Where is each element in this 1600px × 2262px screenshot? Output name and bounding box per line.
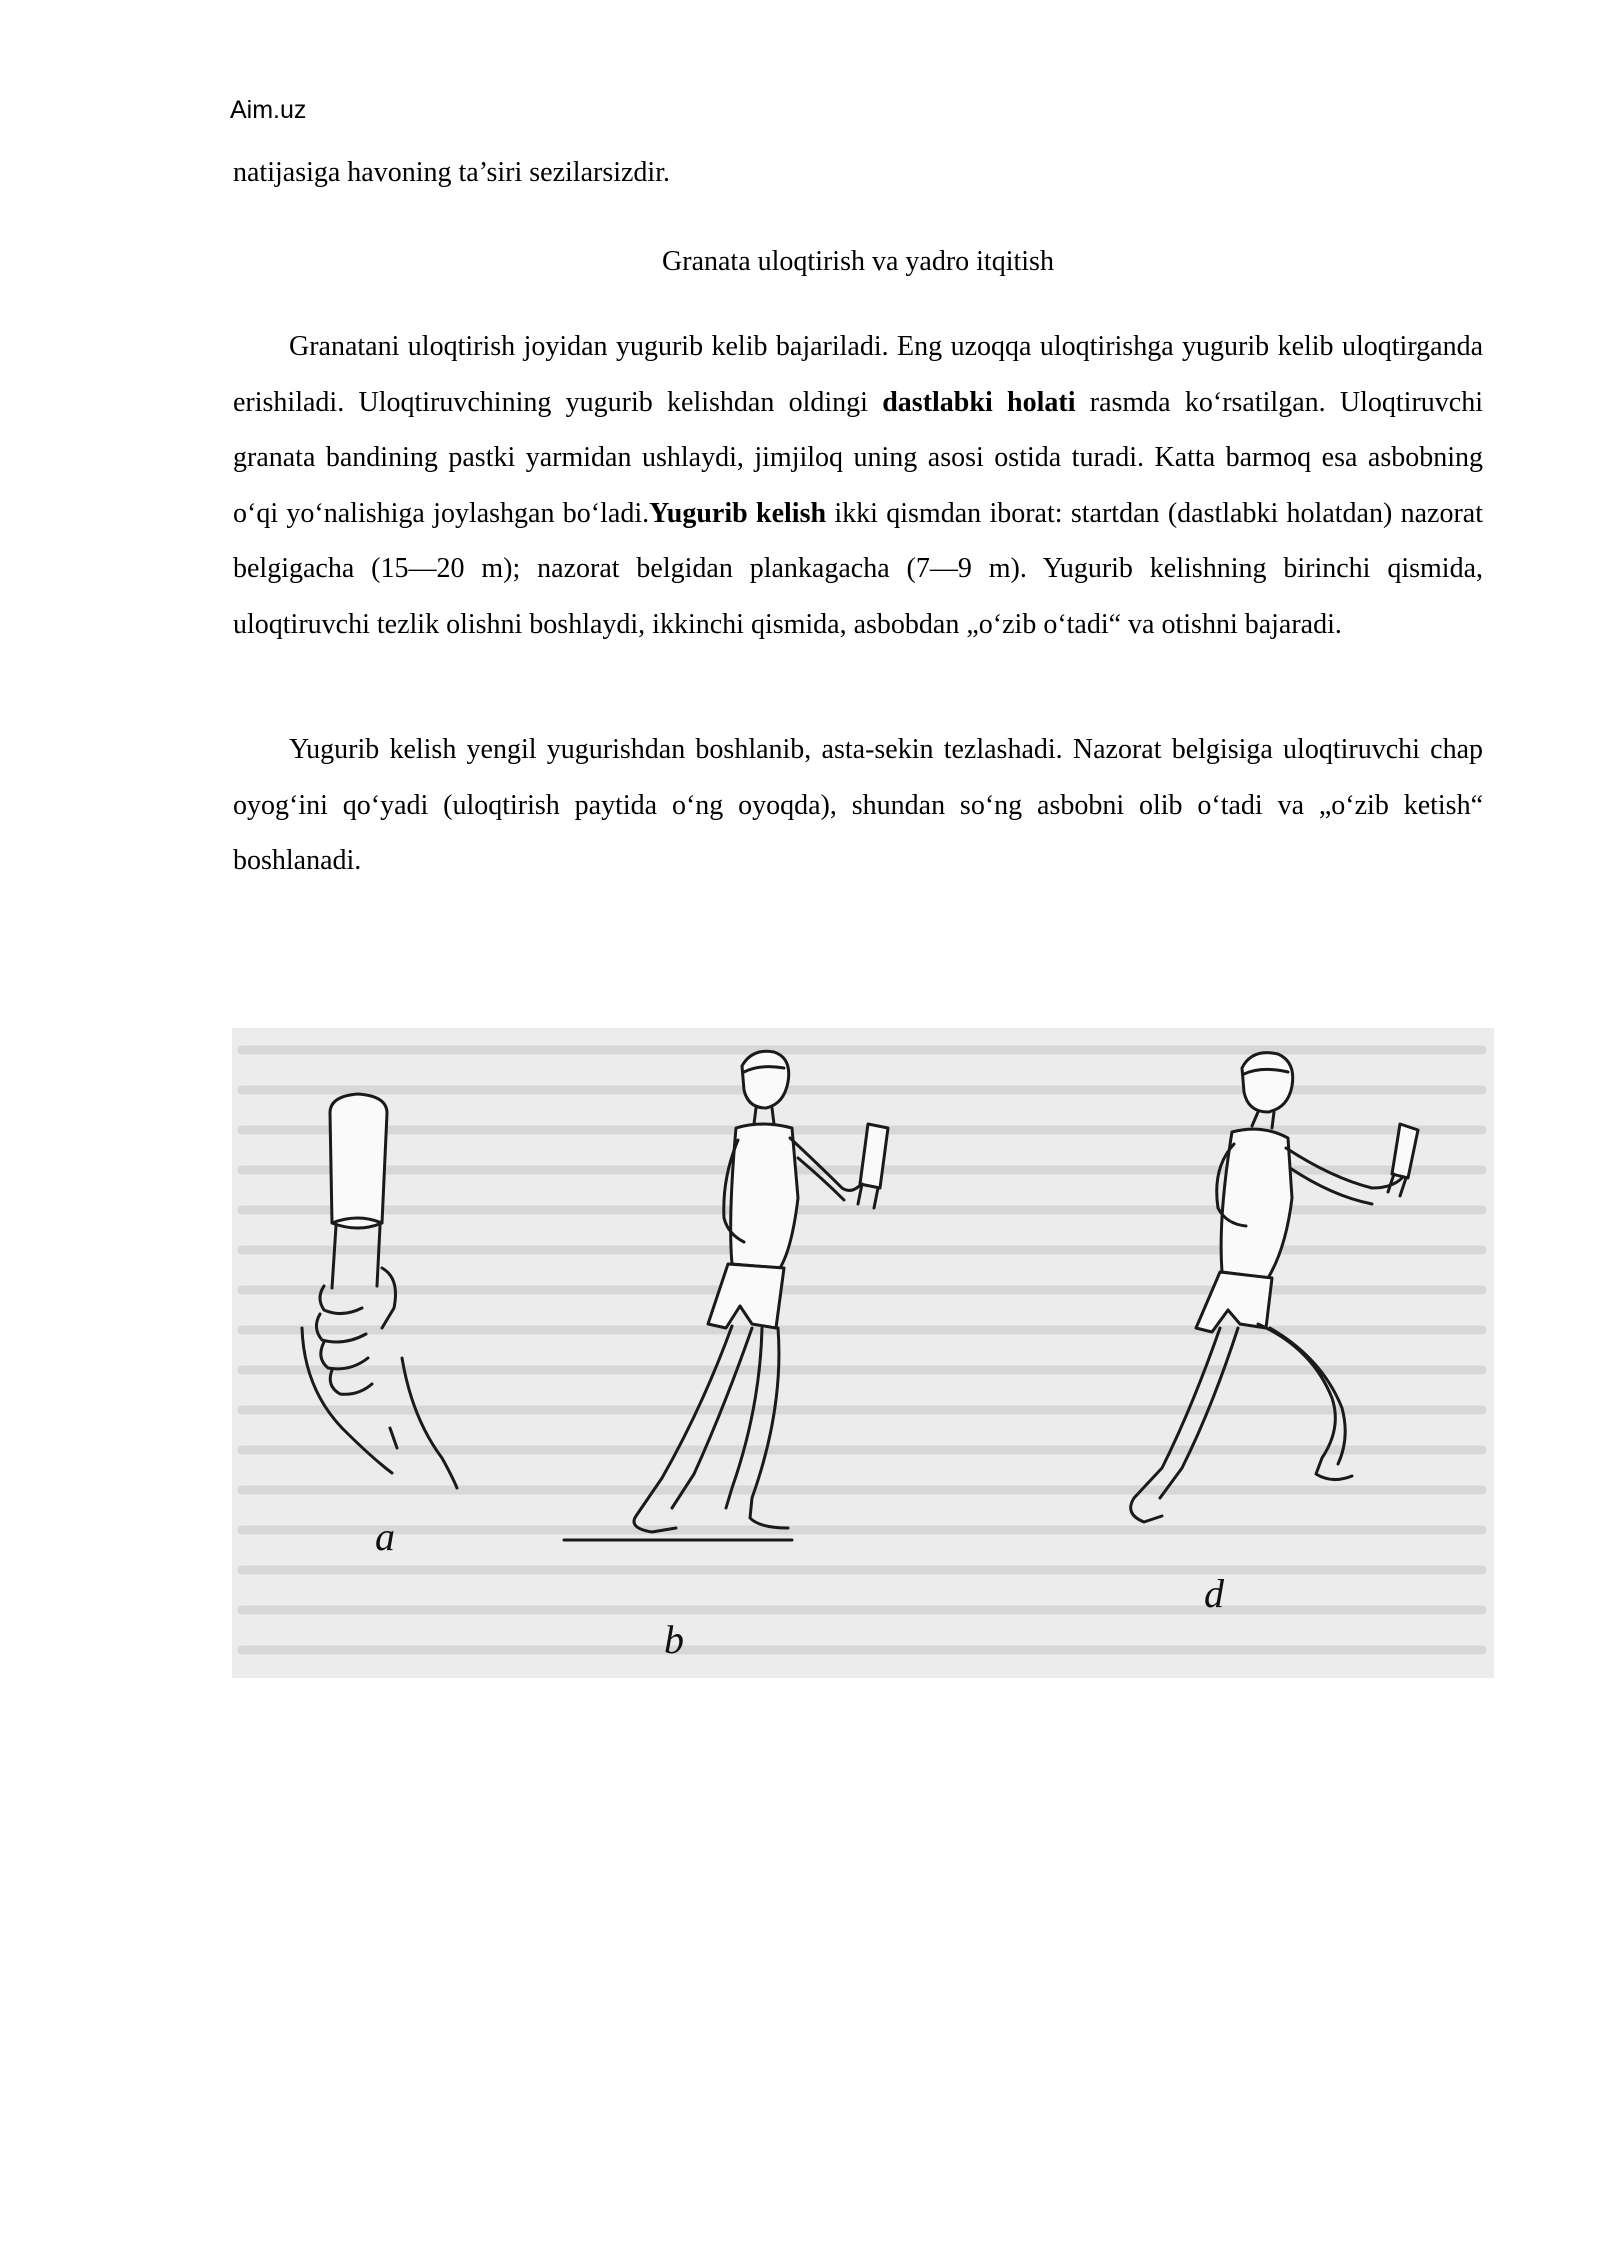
grenade-throw-illustration [232, 1028, 1494, 1678]
paragraph-1-text-c: ikki qismdan iborat: startdan (dastlabki holatdan) nazorat belgigacha (15—20 m); nazorat belgidan plankagacha (7—9 m). Yugurib kelishning birinchi qismida, uloqtiruvchi tezlik olishni boshlaydi, ikkinchi qismida, asbobdan „o‘zib o‘tadi“ va otishni bajaradi. [233, 497, 1483, 640]
continued-text-line: natijasiga havoning ta’siri sezilarsizdir. [233, 157, 670, 188]
bold-term-run-up: Yugurib kelish [649, 497, 827, 529]
figure-label-a: a [375, 1514, 395, 1559]
paragraph-1-text-b: rasmda ko‘rsatilgan. Uloqtiruvchi granata bandining pastki yarmidan ushlaydi, jimjiloq uning asosi ostida turadi. Katta barmoq esa asbobning o‘qi yo‘nalishiga joylashgan bo‘ladi. [233, 386, 1483, 529]
standing-athlete-figure [564, 1051, 888, 1540]
figure-label-b: b [664, 1617, 684, 1662]
paragraph-1 [233, 319, 1483, 652]
section-title: Granata uloqtirish va yadro itqitish [662, 246, 1054, 277]
bleed-through-texture [242, 1050, 1482, 1650]
illustration-drawing [232, 1028, 1494, 1678]
bold-term-initial-position: dastlabki holati [882, 386, 1076, 418]
figure-label-d: d [1204, 1571, 1224, 1616]
paragraph-1-text-a: Granatani uloqtirish joyidan yugurib kelib bajariladi. Eng uzoqqa uloqtirishga yugurib kelib uloqtirganda erishiladi. Uloqtiruvchining yugurib kelishdan oldingi [233, 331, 1483, 418]
paragraph-2: Yugurib kelish yengil yugurishdan boshlanib, asta-sekin tezlashadi. Nazorat belgisiga uloqtiruvchi chap oyog‘ini qo‘yadi (uloqtirish paytida o‘ng oyoqda), shundan so‘ng asbobni olib o‘tadi va „o‘zib ketish“ boshlanadi. [233, 734, 1483, 876]
site-name: Aim.uz [230, 96, 307, 124]
